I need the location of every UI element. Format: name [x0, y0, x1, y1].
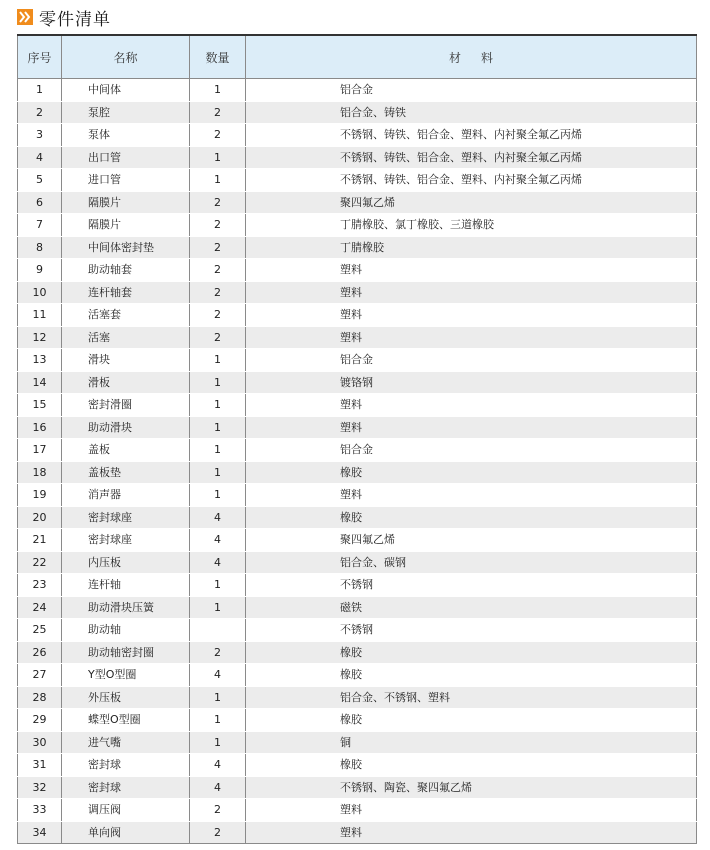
table-body — [18, 79, 697, 844]
cell-qty: 1 — [190, 574, 246, 597]
cell-name: 助动轴密封圈 — [62, 641, 190, 664]
cell-material: 橡胶 — [246, 664, 697, 687]
cell-num: 22 — [18, 551, 62, 574]
cell-qty: 4 — [190, 506, 246, 529]
table-row — [18, 664, 697, 687]
cell-num: 10 — [18, 281, 62, 304]
cell-material: 塑料 — [246, 416, 697, 439]
parts-table — [17, 34, 697, 844]
header-material: 材料 — [246, 35, 697, 79]
table-header-row — [18, 35, 697, 79]
cell-material: 不锈钢、铸铁、铝合金、塑料、内衬聚全氟乙丙烯 — [246, 146, 697, 169]
cell-qty: 1 — [190, 146, 246, 169]
cell-num: 1 — [18, 79, 62, 102]
table-row — [18, 619, 697, 642]
table-row — [18, 731, 697, 754]
table-row — [18, 416, 697, 439]
table-row — [18, 596, 697, 619]
cell-name: 外压板 — [62, 686, 190, 709]
table-row — [18, 214, 697, 237]
cell-num: 7 — [18, 214, 62, 237]
cell-qty: 2 — [190, 259, 246, 282]
cell-material: 聚四氟乙烯 — [246, 529, 697, 552]
cell-num: 9 — [18, 259, 62, 282]
table-row — [18, 349, 697, 372]
cell-name: 隔膜片 — [62, 191, 190, 214]
double-chevron-right-icon — [17, 9, 33, 25]
table-row — [18, 506, 697, 529]
cell-material: 橡胶 — [246, 506, 697, 529]
cell-qty: 4 — [190, 664, 246, 687]
cell-qty: 2 — [190, 124, 246, 147]
cell-num: 8 — [18, 236, 62, 259]
cell-qty: 2 — [190, 281, 246, 304]
cell-name: 密封球座 — [62, 506, 190, 529]
cell-name: 盖板垫 — [62, 461, 190, 484]
cell-name: 泵体 — [62, 124, 190, 147]
cell-num: 32 — [18, 776, 62, 799]
cell-material: 铝合金、不锈钢、塑料 — [246, 686, 697, 709]
table-row — [18, 259, 697, 282]
cell-qty: 1 — [190, 416, 246, 439]
cell-name: 出口管 — [62, 146, 190, 169]
cell-name: 蝶型O型圈 — [62, 709, 190, 732]
cell-material: 丁腈橡胶 — [246, 236, 697, 259]
cell-num: 18 — [18, 461, 62, 484]
cell-material: 塑料 — [246, 281, 697, 304]
table-row — [18, 686, 697, 709]
cell-num: 24 — [18, 596, 62, 619]
cell-material: 塑料 — [246, 394, 697, 417]
cell-qty: 4 — [190, 529, 246, 552]
cell-num: 14 — [18, 371, 62, 394]
cell-material: 橡胶 — [246, 641, 697, 664]
cell-qty: 1 — [190, 596, 246, 619]
cell-num: 20 — [18, 506, 62, 529]
cell-num: 27 — [18, 664, 62, 687]
table-row — [18, 754, 697, 777]
cell-material: 不锈钢、铸铁、铝合金、塑料、内衬聚全氟乙丙烯 — [246, 124, 697, 147]
cell-num: 26 — [18, 641, 62, 664]
table-row — [18, 371, 697, 394]
cell-num: 17 — [18, 439, 62, 462]
cell-material: 镀铬钢 — [246, 371, 697, 394]
table-row — [18, 709, 697, 732]
cell-qty: 2 — [190, 304, 246, 327]
cell-material: 不锈钢 — [246, 574, 697, 597]
cell-qty: 2 — [190, 821, 246, 844]
cell-num: 19 — [18, 484, 62, 507]
cell-name: 密封球 — [62, 754, 190, 777]
cell-num: 30 — [18, 731, 62, 754]
cell-name: 隔膜片 — [62, 214, 190, 237]
cell-name: 助动滑块 — [62, 416, 190, 439]
cell-name: 单向阀 — [62, 821, 190, 844]
cell-num: 25 — [18, 619, 62, 642]
cell-name: 滑板 — [62, 371, 190, 394]
cell-qty: 4 — [190, 754, 246, 777]
table-row — [18, 326, 697, 349]
cell-num: 6 — [18, 191, 62, 214]
section-title — [17, 6, 111, 28]
cell-num: 11 — [18, 304, 62, 327]
cell-num: 23 — [18, 574, 62, 597]
cell-qty: 4 — [190, 551, 246, 574]
cell-material: 塑料 — [246, 259, 697, 282]
table-row — [18, 641, 697, 664]
cell-material: 橡胶 — [246, 754, 697, 777]
cell-material: 橡胶 — [246, 461, 697, 484]
cell-name: 连杆轴套 — [62, 281, 190, 304]
cell-qty: 2 — [190, 191, 246, 214]
table-row — [18, 439, 697, 462]
cell-material: 磁铁 — [246, 596, 697, 619]
cell-name: 助动滑块压簧 — [62, 596, 190, 619]
cell-name: 调压阀 — [62, 799, 190, 822]
cell-name: 消声器 — [62, 484, 190, 507]
cell-name: 活塞 — [62, 326, 190, 349]
cell-name: 滑块 — [62, 349, 190, 372]
cell-qty: 1 — [190, 461, 246, 484]
cell-material: 塑料 — [246, 484, 697, 507]
cell-material: 聚四氟乙烯 — [246, 191, 697, 214]
cell-qty: 1 — [190, 349, 246, 372]
table-row — [18, 304, 697, 327]
cell-name: 进口管 — [62, 169, 190, 192]
cell-qty: 2 — [190, 236, 246, 259]
cell-num: 2 — [18, 101, 62, 124]
table-row — [18, 394, 697, 417]
cell-name: 密封滑圈 — [62, 394, 190, 417]
cell-num: 13 — [18, 349, 62, 372]
table-row — [18, 169, 697, 192]
table-row — [18, 79, 697, 102]
cell-num: 34 — [18, 821, 62, 844]
cell-qty: 2 — [190, 214, 246, 237]
cell-num: 29 — [18, 709, 62, 732]
cell-qty — [190, 619, 246, 642]
cell-qty: 1 — [190, 484, 246, 507]
table-row — [18, 484, 697, 507]
cell-name: Y型O型圈 — [62, 664, 190, 687]
cell-material: 塑料 — [246, 799, 697, 822]
table-row — [18, 461, 697, 484]
cell-name: 密封球座 — [62, 529, 190, 552]
cell-qty: 2 — [190, 101, 246, 124]
cell-material: 不锈钢、铸铁、铝合金、塑料、内衬聚全氟乙丙烯 — [246, 169, 697, 192]
cell-qty: 1 — [190, 439, 246, 462]
cell-qty: 2 — [190, 799, 246, 822]
cell-num: 3 — [18, 124, 62, 147]
cell-qty: 2 — [190, 326, 246, 349]
cell-qty: 1 — [190, 79, 246, 102]
cell-name: 内压板 — [62, 551, 190, 574]
cell-name: 助动轴 — [62, 619, 190, 642]
cell-material: 塑料 — [246, 326, 697, 349]
cell-material: 铝合金、碳钢 — [246, 551, 697, 574]
table-row — [18, 146, 697, 169]
cell-num: 21 — [18, 529, 62, 552]
cell-num: 31 — [18, 754, 62, 777]
table-row — [18, 529, 697, 552]
cell-num: 28 — [18, 686, 62, 709]
cell-name: 活塞套 — [62, 304, 190, 327]
cell-material: 塑料 — [246, 821, 697, 844]
cell-name: 盖板 — [62, 439, 190, 462]
cell-name: 中间体 — [62, 79, 190, 102]
cell-qty: 4 — [190, 776, 246, 799]
cell-qty: 1 — [190, 371, 246, 394]
header-num: 序号 — [18, 35, 62, 79]
cell-num: 4 — [18, 146, 62, 169]
cell-name: 中间体密封垫 — [62, 236, 190, 259]
table-row — [18, 799, 697, 822]
cell-num: 5 — [18, 169, 62, 192]
cell-name: 密封球 — [62, 776, 190, 799]
table-row — [18, 821, 697, 844]
cell-name: 助动轴套 — [62, 259, 190, 282]
cell-num: 33 — [18, 799, 62, 822]
table-row — [18, 191, 697, 214]
cell-qty: 2 — [190, 641, 246, 664]
table-row — [18, 776, 697, 799]
header-qty: 数量 — [190, 35, 246, 79]
header-name: 名称 — [62, 35, 190, 79]
cell-name: 进气嘴 — [62, 731, 190, 754]
cell-material: 丁腈橡胶、氯丁橡胶、三道橡胶 — [246, 214, 697, 237]
cell-material: 铜 — [246, 731, 697, 754]
cell-qty: 1 — [190, 686, 246, 709]
cell-num: 15 — [18, 394, 62, 417]
table-row — [18, 551, 697, 574]
cell-num: 12 — [18, 326, 62, 349]
cell-material: 铝合金 — [246, 439, 697, 462]
table-row — [18, 101, 697, 124]
cell-material: 不锈钢 — [246, 619, 697, 642]
table-row — [18, 124, 697, 147]
cell-material: 铝合金、铸铁 — [246, 101, 697, 124]
cell-name: 泵腔 — [62, 101, 190, 124]
cell-num: 16 — [18, 416, 62, 439]
cell-qty: 1 — [190, 731, 246, 754]
cell-qty: 1 — [190, 169, 246, 192]
cell-material: 铝合金 — [246, 349, 697, 372]
cell-material: 铝合金 — [246, 79, 697, 102]
cell-qty: 1 — [190, 394, 246, 417]
table-row — [18, 574, 697, 597]
cell-material: 橡胶 — [246, 709, 697, 732]
table-row — [18, 281, 697, 304]
cell-qty: 1 — [190, 709, 246, 732]
cell-material: 塑料 — [246, 304, 697, 327]
cell-material: 不锈钢、陶瓷、聚四氟乙烯 — [246, 776, 697, 799]
cell-name: 连杆轴 — [62, 574, 190, 597]
page-title: 零件清单 — [39, 9, 111, 30]
table-row — [18, 236, 697, 259]
